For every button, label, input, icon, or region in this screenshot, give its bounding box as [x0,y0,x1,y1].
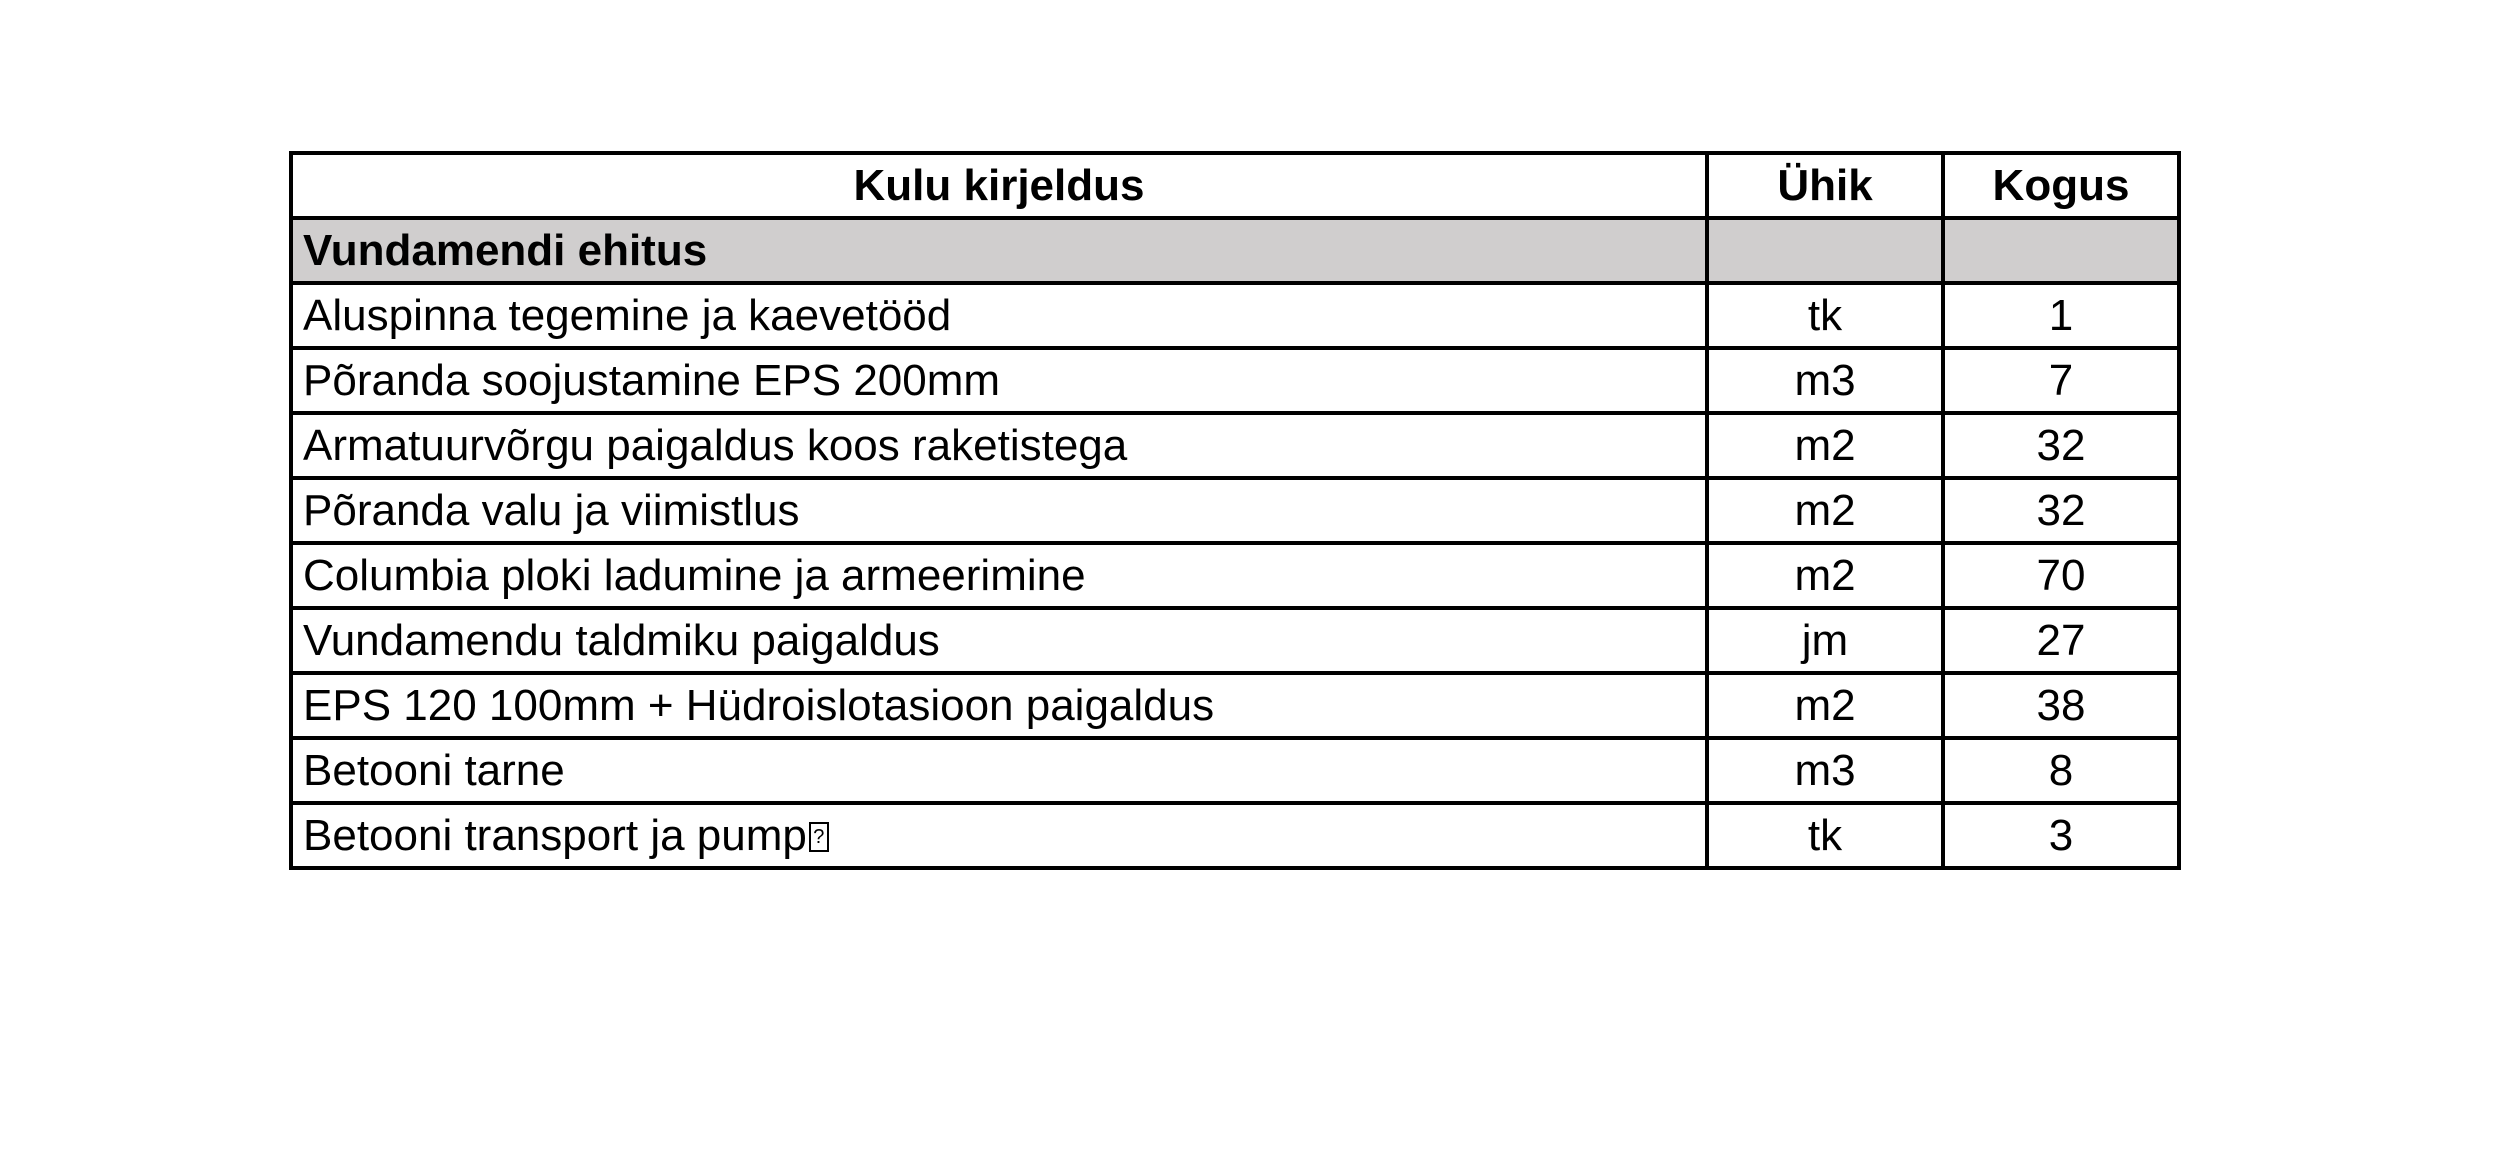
row-unit: m3 [1707,738,1943,803]
table-row [291,608,2179,673]
row-description: Armatuurvõrgu paigaldus koos raketistega [291,413,1707,478]
header-description: Kulu kirjeldus [291,153,1707,218]
row-quantity: 32 [1943,413,2179,478]
row-quantity: 32 [1943,478,2179,543]
row-description: Vundamendu taldmiku paigaldus [291,608,1707,673]
row-unit: m3 [1707,348,1943,413]
row-description: EPS 120 100mm + Hüdroislotasioon paigaldus [291,673,1707,738]
table-row [291,803,2179,868]
row-quantity: 38 [1943,673,2179,738]
table-row [291,673,2179,738]
row-description-cell [291,803,1707,868]
table-row [291,413,2179,478]
row-description: Põranda soojustamine EPS 200mm [291,348,1707,413]
row-description: Aluspinna tegemine ja kaevetööd [291,283,1707,348]
row-quantity: 8 [1943,738,2179,803]
row-quantity: 70 [1943,543,2179,608]
row-quantity: 7 [1943,348,2179,413]
section-row [291,218,2179,283]
header-unit: Ühik [1707,153,1943,218]
table-row [291,283,2179,348]
section-quantity-cell [1943,218,2179,283]
table-row [291,738,2179,803]
row-description: Põranda valu ja viimistlus [291,478,1707,543]
row-description: Betooni transport ja pump [303,811,807,860]
row-unit: m2 [1707,413,1943,478]
row-unit: tk [1707,803,1943,868]
row-unit: m2 [1707,543,1943,608]
row-unit: m2 [1707,478,1943,543]
missing-character-icon [809,822,829,852]
row-description: Betooni tarne [291,738,1707,803]
row-unit: tk [1707,283,1943,348]
table-row [291,543,2179,608]
table-row [291,348,2179,413]
section-title: Vundamendi ehitus [291,218,1707,283]
row-description: Columbia ploki ladumine ja armeerimine [291,543,1707,608]
row-quantity: 3 [1943,803,2179,868]
table-header-row [291,153,2179,218]
cost-table [289,151,2181,870]
row-quantity: 27 [1943,608,2179,673]
row-unit: m2 [1707,673,1943,738]
row-quantity: 1 [1943,283,2179,348]
row-unit: jm [1707,608,1943,673]
header-quantity: Kogus [1943,153,2179,218]
section-unit-cell [1707,218,1943,283]
table-row [291,478,2179,543]
